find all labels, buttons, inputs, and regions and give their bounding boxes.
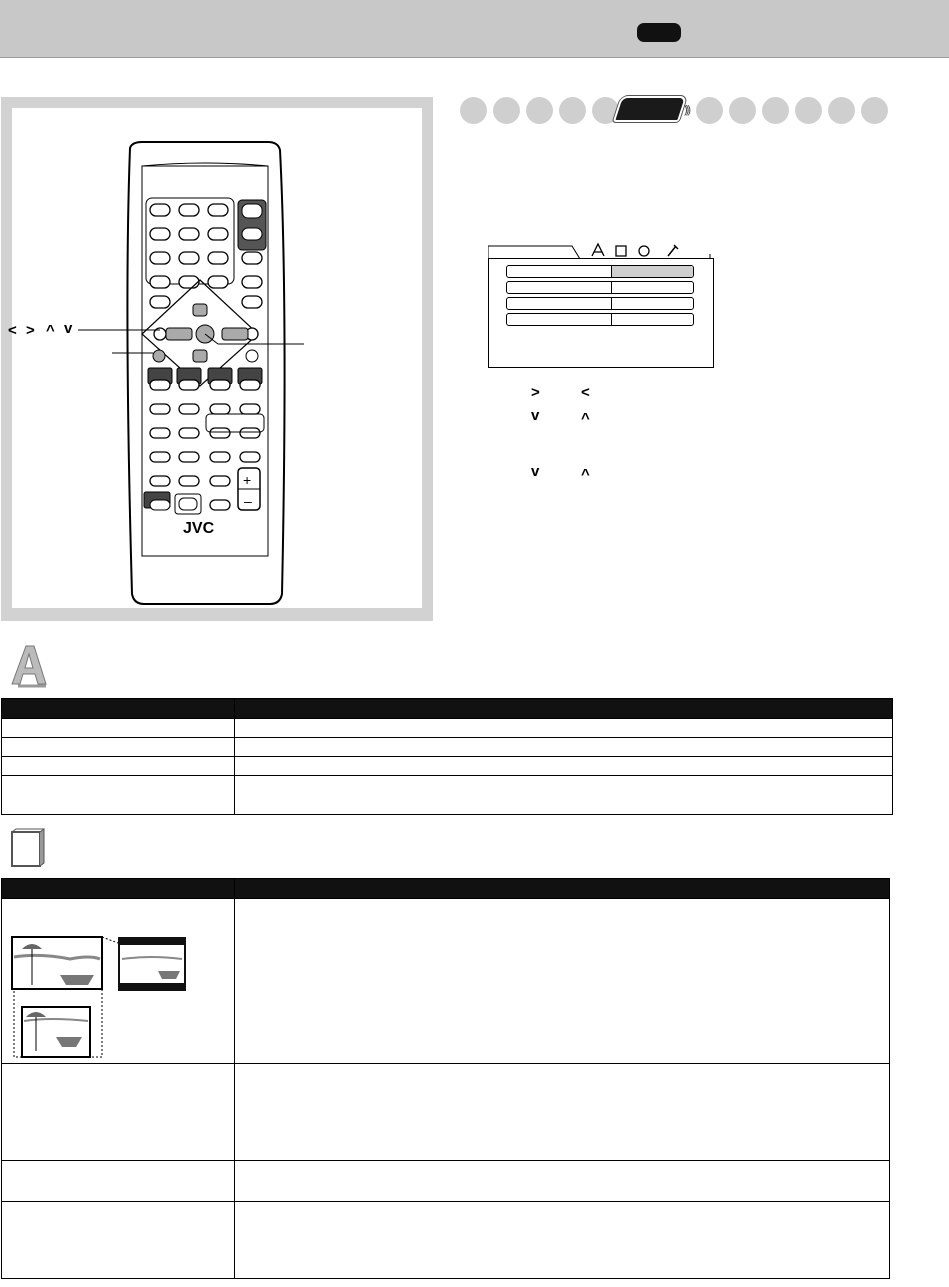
- set-tab-badge: [613, 96, 687, 122]
- audio-tab-icon: [639, 246, 649, 256]
- table-row: [2, 1202, 890, 1279]
- table-row: [2, 1161, 890, 1202]
- step-key: ^: [581, 410, 590, 427]
- setup-menu-frame: [488, 258, 714, 368]
- setup-menu-row: [506, 297, 694, 310]
- table-row: [2, 757, 893, 776]
- table-header-row: [2, 699, 893, 719]
- nav-key-up-label: ^: [46, 322, 55, 339]
- forward-arrows-icon: ))): [684, 104, 689, 116]
- step-circle: [729, 97, 756, 124]
- nav-key-left-label: <: [8, 322, 17, 339]
- table-row: [2, 776, 893, 815]
- remote-control-drawing: [12, 108, 422, 608]
- setup-step-indicator: [460, 96, 890, 126]
- remote-illustration: [8, 108, 422, 608]
- table-row: [2, 899, 890, 1064]
- svg-text:+: +: [243, 472, 252, 488]
- table-row: [2, 1064, 890, 1161]
- step-key: v: [531, 407, 540, 424]
- step-circle: [762, 97, 789, 124]
- picture-settings-table: [1, 878, 890, 1279]
- nav-key-down-label: v: [64, 320, 73, 337]
- remote-illustration-panel: [1, 97, 433, 621]
- setup-menu-screen: [488, 242, 714, 368]
- step-circle: [696, 97, 723, 124]
- step-key: >: [531, 384, 540, 401]
- step-circle: [526, 97, 553, 124]
- step-circle: [460, 97, 487, 124]
- step-circle: [828, 97, 855, 124]
- nav-key-right-label: >: [26, 322, 35, 339]
- step-key: v: [531, 463, 540, 480]
- table-row: [2, 719, 893, 738]
- setup-menu-row: [506, 313, 694, 326]
- setup-menu-row: [506, 281, 694, 294]
- picture-tab-icon: [616, 246, 626, 256]
- language-settings-table: [1, 698, 893, 815]
- tv-aspect-illustration: [10, 909, 220, 1059]
- setup-menu-row-selected: [506, 265, 694, 278]
- step-key: <: [581, 384, 590, 401]
- table-row: [2, 738, 893, 757]
- step-circle: [795, 97, 822, 124]
- header-badge: [637, 23, 681, 42]
- table-header-row: [2, 879, 890, 899]
- language-section-icon: [8, 644, 48, 688]
- page-header-band: [0, 0, 949, 58]
- step-circle: [559, 97, 586, 124]
- step-circle: [861, 97, 888, 124]
- other-tab-wrench-icon: [668, 245, 678, 256]
- step-key: ^: [581, 466, 590, 483]
- svg-text:–: –: [244, 493, 252, 509]
- picture-section-icon: [8, 826, 48, 870]
- step-circle: [493, 97, 520, 124]
- jvc-logo: JVC: [183, 520, 215, 537]
- language-tab-icon: [592, 244, 604, 256]
